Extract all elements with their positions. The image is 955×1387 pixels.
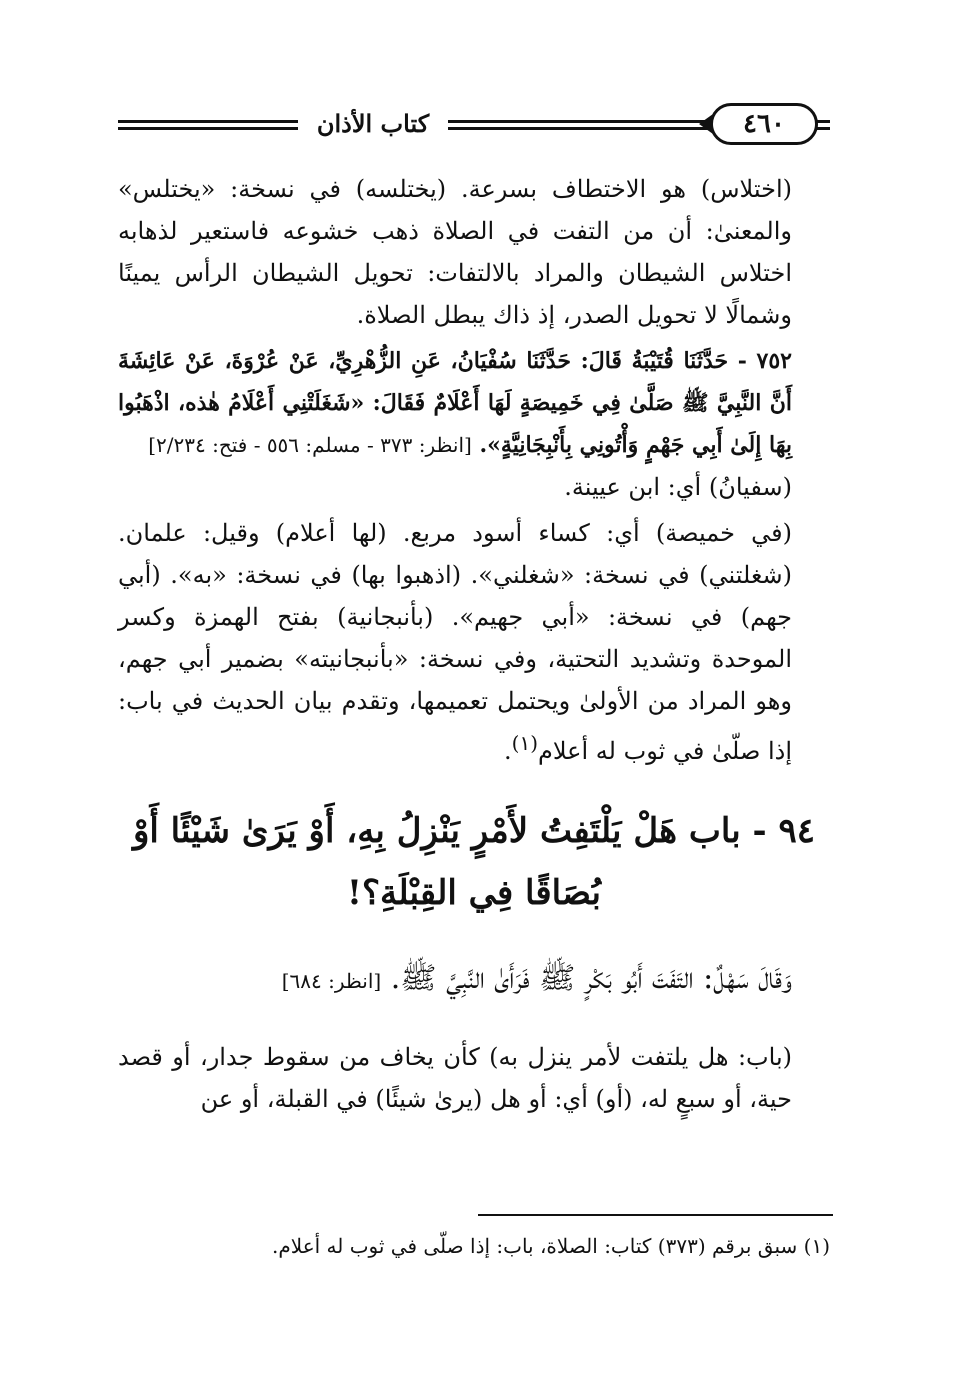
book-title: كتاب الأذان bbox=[298, 106, 448, 142]
footnote-separator bbox=[478, 1214, 833, 1216]
main-text bbox=[118, 168, 830, 1120]
footnote: (١) سبق برقم (٣٧٣) كتاب: الصلاة، باب: إذا صلّى في ثوب له أعلام. bbox=[272, 1234, 830, 1258]
chapter-narration-reference: [انظر: ٦٨٤] bbox=[281, 969, 382, 993]
hadith-752-reference: [انظر: ٣٧٣ - مسلم: ٥٥٦ - فتح: ٢/٢٣٤] bbox=[148, 433, 472, 457]
page-number: ٤٦٠ bbox=[710, 103, 818, 145]
chapter-narration bbox=[118, 954, 830, 1006]
chapter-narration-text: وَقَالَ سَهْلٌ: التَفَتَ أَبُو بَكْرٍ ﷺ فَرَأَىٰ النَّبِيَّ ﷺ. bbox=[390, 961, 792, 996]
commentary-paragraph: (اختلاس) هو الاختطاف بسرعة. (يختلسه) في نسخة: «يختلس» والمعنىٰ: أن من التفت في الصلاة ذهب خشوعه فاستعير لذهابه اختلاس الشيطان والمراد بالالتفات: تحويل الشيطان الرأس يمينًا وشمالًا لا تحويل الصدر، إذ ذاك يبطل الصلاة. bbox=[118, 175, 792, 329]
hadith-752 bbox=[118, 340, 830, 466]
footnote-marker[interactable]: (١) bbox=[511, 731, 538, 755]
chapter-heading-94: ٩٤ - باب هَلْ يَلْتَفِتُ لأَمْرٍ يَنْزِلُ بِهِ، أَوْ يَرَىٰ شَيْئًا أَوْ بُصَاقًا فِي القِبْلَةِ؟! bbox=[132, 811, 816, 913]
commentary-sufyan: (سفيانُ) أي: ابن عيينة. bbox=[564, 473, 792, 501]
hadith-752-text: ٧٥٢ - حَدَّثَنَا قُتَيْبَةُ قَالَ: حَدَّثَنَا سُفْيَانُ، عَنِ الزُّهْرِيِّ، عَنْ عُرْوَةَ، عَنْ عَائِشَةَ أَنَّ النَّبِيَّ ﷺ صَلَّىٰ فِي خَمِيصَةٍ لَهَا أَعْلَامٌ فَقَالَ: «شَغَلَتْنِي أَعْلَامُ هٰذه، اذْهَبُوا بِهَا إِلَىٰ أَبِي جَهْمٍ وَأْتُونِي بِأَنْبِجَانِيَّةٍ». bbox=[118, 348, 792, 458]
commentary-khamisa-end: . bbox=[503, 737, 512, 765]
running-header bbox=[118, 100, 830, 150]
chapter-commentary: (باب: هل يلتفت لأمر ينزل به) كأن يخاف من سقوط جدار، أو قصد حية، أو سبعٍ له، (أو) أي: أو هل (يرىٰ شيئًا) في القبلة، أو عن bbox=[118, 1043, 792, 1113]
commentary-khamisa bbox=[118, 512, 830, 772]
commentary-khamisa-text: (في خميصة) أي: كساء أسود مربع. (لها أعلام) وقيل: علمان. (شغلتني) في نسخة: «شغلني». (اذهبوا بها) في نسخة: «به». (أبي جهم) في نسخة: «أبي جهيم». (بأنبجانية) بفتح الهمزة وكسر الموحدة وتشديد التحتية، وفي نسخة: «بأنبجانيته» بضمير أبي جهم، وهو المراد من الأولىٰ ويحتمل تعميمها، وتقدم بيان الحديث في باب: إذا صلّىٰ في ثوب له أعلام bbox=[118, 519, 792, 765]
